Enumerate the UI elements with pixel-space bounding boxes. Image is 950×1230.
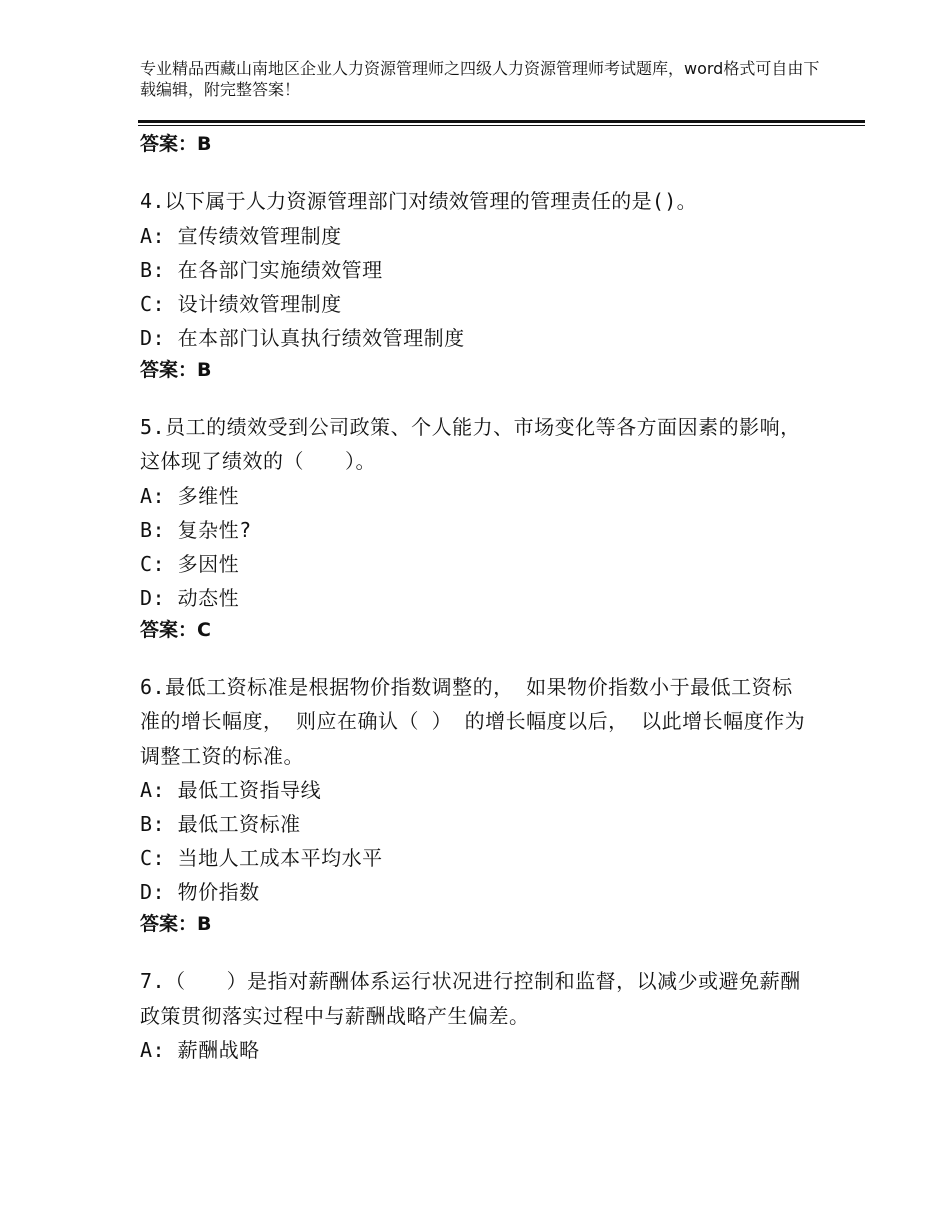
option-c bbox=[140, 841, 810, 875]
option-text: 宣传绩效管理制度 bbox=[177, 223, 342, 248]
option-letter: D: bbox=[140, 880, 166, 904]
option-letter: A: bbox=[140, 483, 166, 508]
option-letter: C: bbox=[140, 291, 166, 316]
option-letter: A: bbox=[140, 778, 166, 802]
question-5 bbox=[140, 410, 810, 649]
option-letter: B: bbox=[140, 812, 166, 836]
question-stem: 7.（ ）是指对薪酬体系运行状况进行控制和监督，以减少或避免薪酬政策贯彻落实过程中与薪酬战略产生偏差。 bbox=[140, 969, 801, 1028]
option-letter: B: bbox=[140, 517, 166, 542]
option-c bbox=[140, 547, 810, 581]
option-text: 在各部门实施绩效管理 bbox=[177, 257, 383, 282]
option-text: 复杂性? bbox=[177, 517, 252, 542]
option-a bbox=[140, 773, 810, 807]
question-6 bbox=[140, 670, 810, 944]
option-text: 多因性 bbox=[177, 551, 240, 576]
option-text: 设计绩效管理制度 bbox=[177, 291, 342, 316]
answer-line: 答案：B bbox=[140, 133, 212, 155]
option-letter: D: bbox=[140, 325, 166, 350]
option-d bbox=[140, 321, 810, 355]
answer-line: 答案：C bbox=[140, 618, 211, 641]
header-rule-thin bbox=[138, 125, 865, 126]
option-text: 最低工资标准 bbox=[177, 812, 301, 836]
option-a bbox=[140, 219, 810, 253]
option-text: 动态性 bbox=[177, 585, 240, 610]
option-text: 在本部门认真执行绩效管理制度 bbox=[177, 325, 465, 350]
option-letter: D: bbox=[140, 585, 166, 610]
option-a bbox=[140, 1033, 810, 1067]
option-d bbox=[140, 875, 810, 909]
question-7 bbox=[140, 964, 810, 1067]
option-letter: B: bbox=[140, 257, 166, 282]
option-letter: C: bbox=[140, 846, 166, 870]
option-a bbox=[140, 479, 810, 513]
option-letter: A: bbox=[140, 1038, 166, 1062]
option-c bbox=[140, 287, 810, 321]
option-b bbox=[140, 253, 810, 287]
option-text: 多维性 bbox=[177, 483, 240, 508]
question-stem: 6.最低工资标准是根据物价指数调整的， 如果物价指数小于最低工资标准的增长幅度， 则应在确认（ ） 的增长幅度以后， 以此增长幅度作为调整工资的标准。 bbox=[140, 674, 806, 768]
option-b bbox=[140, 807, 810, 841]
question-stem: 4.以下属于人力资源管理部门对绩效管理的管理责任的是()。 bbox=[140, 189, 697, 213]
option-text: 薪酬战略 bbox=[177, 1038, 260, 1062]
question-stem: 5.员工的绩效受到公司政策、个人能力、市场变化等各方面因素的影响，这体现了绩效的（ ）。 bbox=[140, 414, 801, 473]
option-text: 最低工资指导线 bbox=[177, 778, 322, 802]
option-text: 当地人工成本平均水平 bbox=[177, 846, 383, 870]
option-text: 物价指数 bbox=[177, 880, 260, 904]
header-rule-thick bbox=[138, 120, 865, 123]
header-title: 专业精品西藏山南地区企业人力资源管理师之四级人力资源管理师考试题库，word格式可自由下载编辑，附完整答案！ bbox=[140, 59, 820, 99]
option-letter: C: bbox=[140, 551, 166, 576]
answer-line: 答案：B bbox=[140, 358, 212, 381]
answer-line: 答案：B bbox=[140, 913, 212, 935]
option-b bbox=[140, 513, 810, 547]
option-d bbox=[140, 581, 810, 615]
document-body bbox=[140, 129, 810, 1067]
option-letter: A: bbox=[140, 223, 166, 248]
question-4 bbox=[140, 184, 810, 389]
document-header bbox=[140, 58, 830, 100]
